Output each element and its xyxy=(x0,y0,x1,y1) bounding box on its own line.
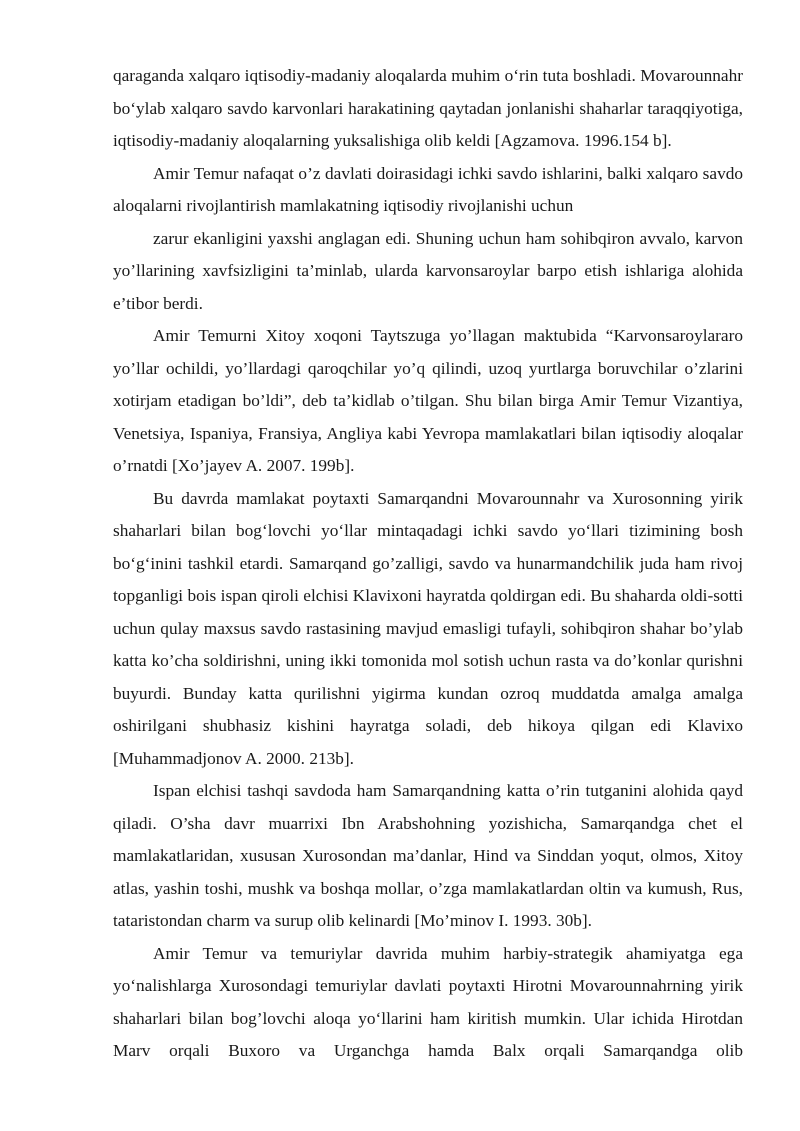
paragraph-3: zarur ekanligini yaxshi anglagan edi. Shuning uchun ham sohibqiron avvalo, karvon yo’llarining xavfsizligini ta’minlab, ularda karvonsaroylar barpo etish ishlariga alohida e’tibor berdi. xyxy=(113,228,743,313)
paragraph-6: Ispan elchisi tashqi savdoda ham Samarqandning katta o’rin tutganini alohida qayd qiladi. O’sha davr muarrixi Ibn Arabshohning yozishicha, Samarqandga chet el mamlakatlaridan, xususan Xurosondan ma’danlar, Hind va Sinddan yoqut, olmos, Xitoy atlas, yashin toshi, mushk va boshqa mollar, o’zga mamlakatlardan oltin va kumush, Rus, tataristondan charm va surup olib kelinardi [Mo’minov I. 1993. 30b]. xyxy=(113,781,743,930)
paragraph-1: qaraganda xalqaro iqtisodiy-madaniy aloqalarda muhim o‘rin tuta boshladi. Movarounnahr bo‘ylab xalqaro savdo karvonlari harakatining qaytadan jonlanishi shaharlar taraqqiyotiga, iqtisodiy-madaniy aloqalarning yuksalishiga olib keldi [Agzamova. 1996.154 b]. xyxy=(113,66,743,150)
paragraph-5: Bu davrda mamlakat poytaxti Samarqandni Movarounnahr va Xurosonning yirik shaharlari bilan bog‘lovchi yo‘llar mintaqadagi ichki savdo yo‘llari tizimining bosh bo‘g‘inini tashkil etardi. Samarqand go’zalligi, savdo va hunarmandchilik juda ham rivoj topganligi bois ispan qiroli elchisi Klavixoni hayratda qoldirgan edi. Bu shaharda oldi-sotti uchun qulay maxsus savdo rastasining mavjud emasligi tufayli, sohibqiron shahar bo’ylab katta ko’cha soldirishni, uning ikki tomonida mol sotish uchun rasta va do’konlar qurishni buyurdi. Bunday katta qurilishni yigirma kundan ozroq muddatda amalga amalga oshirilgani shubhasiz kishini hayratga soladi, deb hikoya qilgan edi Klavixo [Muhammadjonov A. 2000. 213b]. xyxy=(113,488,743,768)
paragraph-4: Amir Temurni Xitoy xoqoni Taytszuga yo’llagan maktubida “Karvonsaroylararo yo’llar ochildi, yo’llardagi qaroqchilar yo’q qilindi, uzoq yurtlarga boruvchilar o’zlarini xotirjam etadigan bo’ldi”, deb ta’kidlab o’tilgan. Shu bilan birga Amir Temur Vizantiya, Venetsiya, Ispaniya, Fransiya, Angliya kabi Yevropa mamlakatlari bilan iqtisodiy aloqalar o’rnatdi [Xo’jayev A. 2007. 199b]. xyxy=(113,326,743,475)
paragraph-7: Amir Temur va temuriylar davrida muhim harbiy-strategik ahamiyatga ega yo‘nalishlarga Xurosondagi temuriylar davlati poytaxti Hirotni Movarounnahrning yirik shaharlari bilan bog’lovchi aloqa yo‘llarini ham kiritish mumkin. Ular ichida Hirotdan Marv orqali Buxoro va Urganchga hamda Balx orqali Samarqandga olib xyxy=(113,943,743,1060)
paragraph-2: Amir Temur nafaqat o’z davlati doirasidagi ichki savdo ishlarini, balki xalqaro savdo aloqalarni rivojlantirish mamlakatning iqtisodiy rivojlanishi uchun xyxy=(113,163,743,215)
